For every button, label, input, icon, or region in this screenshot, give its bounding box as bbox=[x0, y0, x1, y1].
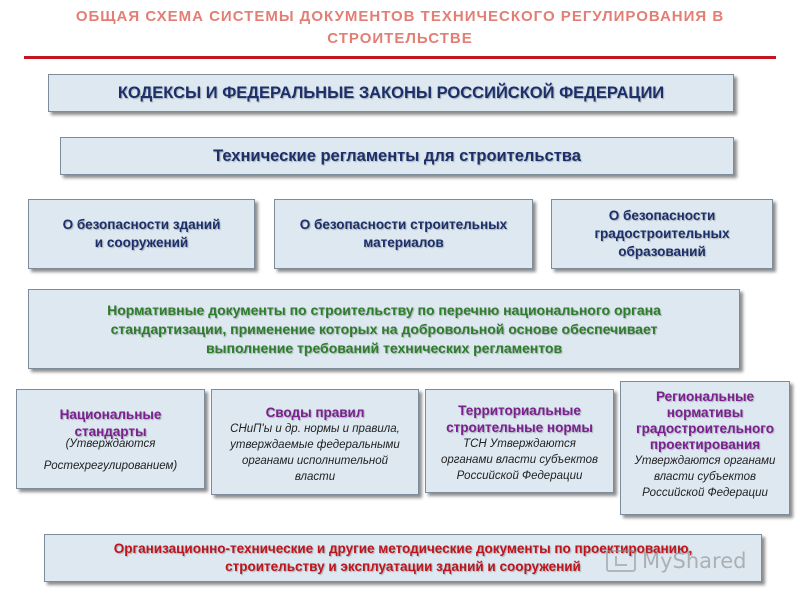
normative-documents-line-3: выполнение требований технических регламентов bbox=[205, 339, 563, 356]
codes-and-laws-text: КОДЕКСЫ И ФЕДЕРАЛЬНЫЕ ЗАКОНЫ РОССИЙСКОЙ ФЕДЕРАЦИИ bbox=[117, 83, 665, 102]
normative-documents-box bbox=[28, 289, 740, 369]
title-divider bbox=[24, 56, 776, 59]
codes-of-rules-sub-4: власти bbox=[294, 471, 336, 483]
technical-regulations-text: Технические регламенты для строительства bbox=[213, 146, 581, 165]
safety-buildings-line-2: и сооружений bbox=[94, 235, 189, 250]
codes-of-rules-sub-3: органами исполнительной bbox=[241, 455, 388, 467]
safety-urban-box bbox=[551, 199, 773, 269]
safety-materials-line-1: О безопасности строительных bbox=[299, 217, 508, 232]
codes-and-laws-box bbox=[48, 74, 734, 112]
codes-of-rules-title: Своды правил bbox=[265, 405, 365, 420]
territorial-norms-sub-2: органами власти субъектов bbox=[440, 454, 598, 466]
codes-of-rules-sub-2: утверждаемые федеральными bbox=[230, 439, 400, 451]
safety-urban-line-1: О безопасности bbox=[608, 208, 716, 223]
codes-of-rules-sub-1: СНиП'ы и др. нормы и правила, bbox=[230, 423, 400, 435]
territorial-norms-sub-1: ТСН Утверждаются bbox=[463, 438, 576, 450]
territorial-norms-title-2: строительные нормы bbox=[446, 420, 593, 435]
normative-documents-line-2: стандартизации, применение которых на добровольной основе обеспечивает bbox=[110, 320, 658, 337]
regional-norms-box bbox=[620, 381, 790, 515]
page-title-line-2: СТРОИТЕЛЬСТВЕ bbox=[327, 30, 473, 47]
national-standards-title-2: стандарты bbox=[74, 424, 147, 439]
regional-norms-title-4: проектирования bbox=[649, 437, 761, 452]
safety-buildings-line-1: О безопасности зданий bbox=[62, 217, 221, 232]
regional-norms-title-2: нормативы bbox=[666, 405, 744, 420]
safety-materials-box bbox=[274, 199, 533, 269]
safety-materials-line-2: материалов bbox=[363, 235, 444, 250]
page-title-line-1: ОБЩАЯ СХЕМА СИСТЕМЫ ДОКУМЕНТОВ ТЕХНИЧЕСКОГО РЕГУЛИРОВАНИЯ В bbox=[75, 8, 725, 25]
territorial-norms-title-1: Территориальные bbox=[458, 403, 581, 418]
watermark-text: MyShared bbox=[642, 549, 747, 573]
safety-urban-line-2: градостроительных bbox=[594, 226, 730, 241]
org-technical-documents-line-2: строительству и эксплуатации зданий и сооружений bbox=[225, 559, 581, 574]
regional-norms-sub-2: власти субъектов bbox=[653, 471, 757, 483]
regional-norms-title-1: Региональные bbox=[655, 389, 755, 404]
regional-norms-sub-3: Российской Федерации bbox=[642, 487, 768, 499]
territorial-norms-sub-3: Российской Федерации bbox=[456, 470, 583, 482]
org-technical-documents-box bbox=[44, 534, 762, 582]
territorial-norms-box bbox=[425, 389, 614, 493]
normative-documents-line-1: Нормативные документы по строительству по перечню национального органа bbox=[107, 301, 661, 318]
safety-buildings-box bbox=[28, 199, 255, 269]
safety-urban-line-3: образований bbox=[618, 244, 706, 259]
national-standards-title-1: Национальные bbox=[59, 407, 162, 422]
regional-norms-title-3: градостроительного bbox=[635, 421, 774, 436]
national-standards-sub-2: Ростехрегулированием) bbox=[43, 460, 178, 472]
national-standards-box bbox=[16, 389, 205, 489]
page-title bbox=[20, 6, 780, 50]
org-technical-documents-line-1: Организационно-технические и другие методические документы по проектированию, bbox=[113, 541, 693, 556]
technical-regulations-box bbox=[60, 137, 734, 175]
national-standards-sub-1: (Утверждаются bbox=[65, 438, 156, 450]
codes-of-rules-box bbox=[211, 389, 419, 495]
regional-norms-sub-1: Утверждаются органами bbox=[634, 455, 776, 467]
